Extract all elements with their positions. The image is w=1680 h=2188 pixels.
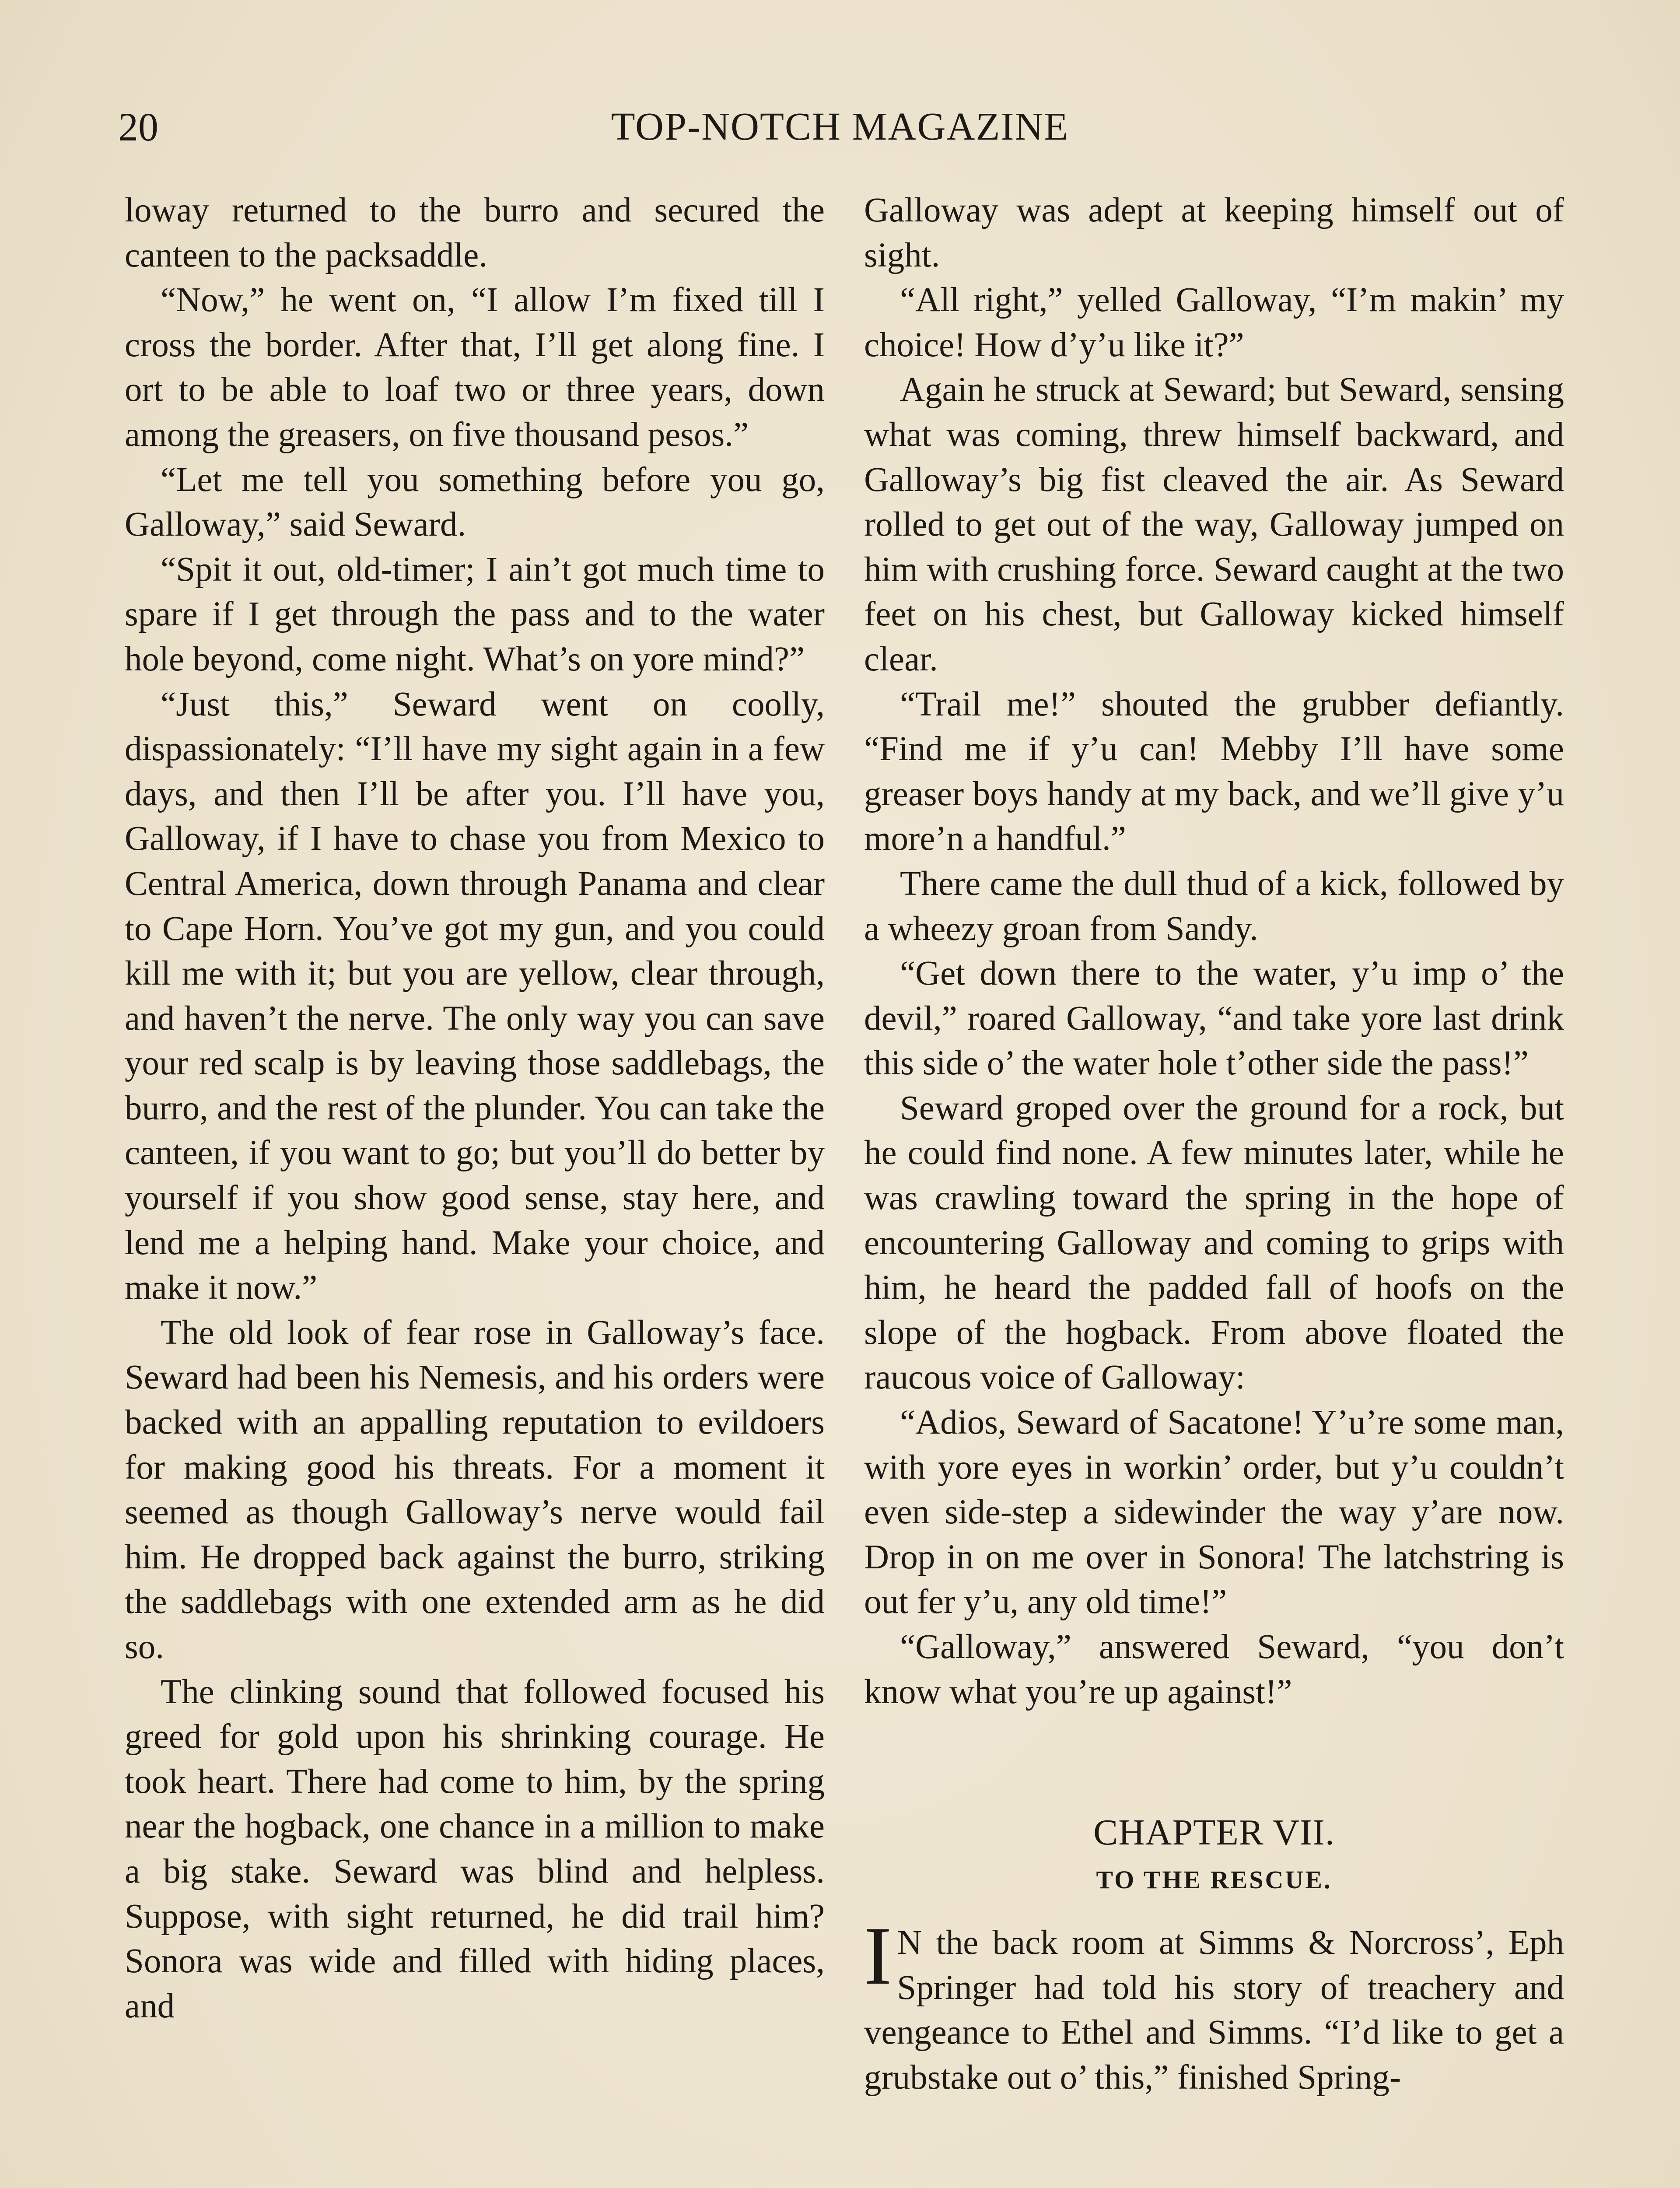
paragraph: “Get down there to the water, y’u imp o’ the devil,” roared Galloway, “and take yore last drink this side o’ the water hole t’other side the pass!” xyxy=(864,954,1564,1083)
paragraph: Seward groped over the ground for a rock, but he could find none. A few minutes later, while he was crawling toward the spring in the hope of encountering Galloway and coming to grips with him, he heard the padded fall of hoofs on the slope of the hogback. From above floated the raucous voice of Galloway: xyxy=(864,1089,1564,1397)
paragraph: Again he struck at Seward; but Seward, sensing what was coming, threw himself backward, and Galloway’s big fist cleaved the air. As Seward rolled to get out of the way, Galloway jumped on him with crushing force. Seward caught at the two feet on his chest, but Galloway kicked himself clear. xyxy=(864,371,1564,678)
paragraph: loway returned to the burro and secured the canteen to the packsaddle. xyxy=(125,191,825,274)
page-header xyxy=(118,101,1562,153)
drop-cap: I xyxy=(864,1910,892,2002)
paragraph: “Let me tell you something before you go, Galloway,” said Seward. xyxy=(125,460,825,544)
paragraph: Galloway was adept at keeping himself out of sight. xyxy=(864,191,1564,274)
paragraph: “Trail me!” shouted the grubber defiantly. “Find me if y’u can! Mebby I’ll have some greaser boys handy at my back, and we’ll give y’u more’n a handful.” xyxy=(864,685,1564,858)
chapter-opening-text: N the back room at Simms & Norcross’, Eph Springer had told his story of treachery and vengeance to Ethel and Simms. “I’d like to get a grubstake out o’ this,” finished Spring- xyxy=(864,1924,1564,2097)
left-column xyxy=(125,188,825,2029)
chapter-opening-paragraph xyxy=(864,1910,1564,2100)
paragraph: There came the dull thud of a kick, followed by a wheezy groan from Sandy. xyxy=(864,864,1564,948)
chapter-title: CHAPTER VII. xyxy=(1093,1812,1335,1853)
paragraph: The old look of fear rose in Galloway’s face. Seward had been his Nemesis, and his orders were backed with an appalling reputation to evildoers for making good his threats. For a moment it seemed as though Galloway’s nerve would fail him. He dropped back against the burro, striking the saddlebags with one extended arm as he did so. xyxy=(125,1313,825,1666)
paragraph: “Now,” he went on, “I allow I’m fixed till I cross the border. After that, I’ll get along fine. I ort to be able to loaf two or three years, down among the greasers, on five thousand pesos.” xyxy=(125,281,825,454)
paragraph: “All right,” yelled Galloway, “I’m makin’ my choice! How d’y’u like it?” xyxy=(864,281,1564,364)
right-column xyxy=(864,188,1564,2100)
paragraph: The clinking sound that followed focused his greed for gold upon his shrinking courage. He took heart. There had come to him, by the spring near the hogback, one chance in a million to make a big stake. Seward was blind and helpless. Suppose, with sight returned, he did trail him? Sonora was wide and filled with hiding places, and xyxy=(125,1673,825,2025)
paragraph: “Adios, Seward of Sacatone! Y’u’re some man, with yore eyes in workin’ order, but y’u couldn’t even side-step a sidewinder the way y’are now. Drop in on me over in Sonora! The latchstring is out fer y’u, any old time!” xyxy=(864,1403,1564,1621)
paragraph: “Spit it out, old-timer; I ain’t got much time to spare if I get through the pass and to the water hole beyond, come night. What’s on yore mind?” xyxy=(125,550,825,678)
chapter-subtitle: TO THE RESCUE. xyxy=(1096,1865,1332,1894)
paragraph: “Galloway,” answered Seward, “you don’t know what you’re up against!” xyxy=(864,1628,1564,1711)
page-number: 20 xyxy=(118,105,158,149)
running-title: TOP-NOTCH MAGAZINE xyxy=(611,105,1069,148)
paragraph: “Just this,” Seward went on coolly, dispassionately: “I’ll have my sight again in a few days, and then I’ll be after you. I’ll have you, Galloway, if I have to chase you from Mexico to Central America, down through Panama and clear to Cape Horn. You’ve got my gun, and you could kill me with it; but you are yellow, clear through, and haven’t the nerve. The only way you can save your red scalp is by leaving those saddlebags, the burro, and the rest of the plunder. You can take the canteen, if you want to go; but you’ll do better by yourself if you show good sense, stay here, and lend me a helping hand. Make your choice, and make it now.” xyxy=(125,685,825,1307)
